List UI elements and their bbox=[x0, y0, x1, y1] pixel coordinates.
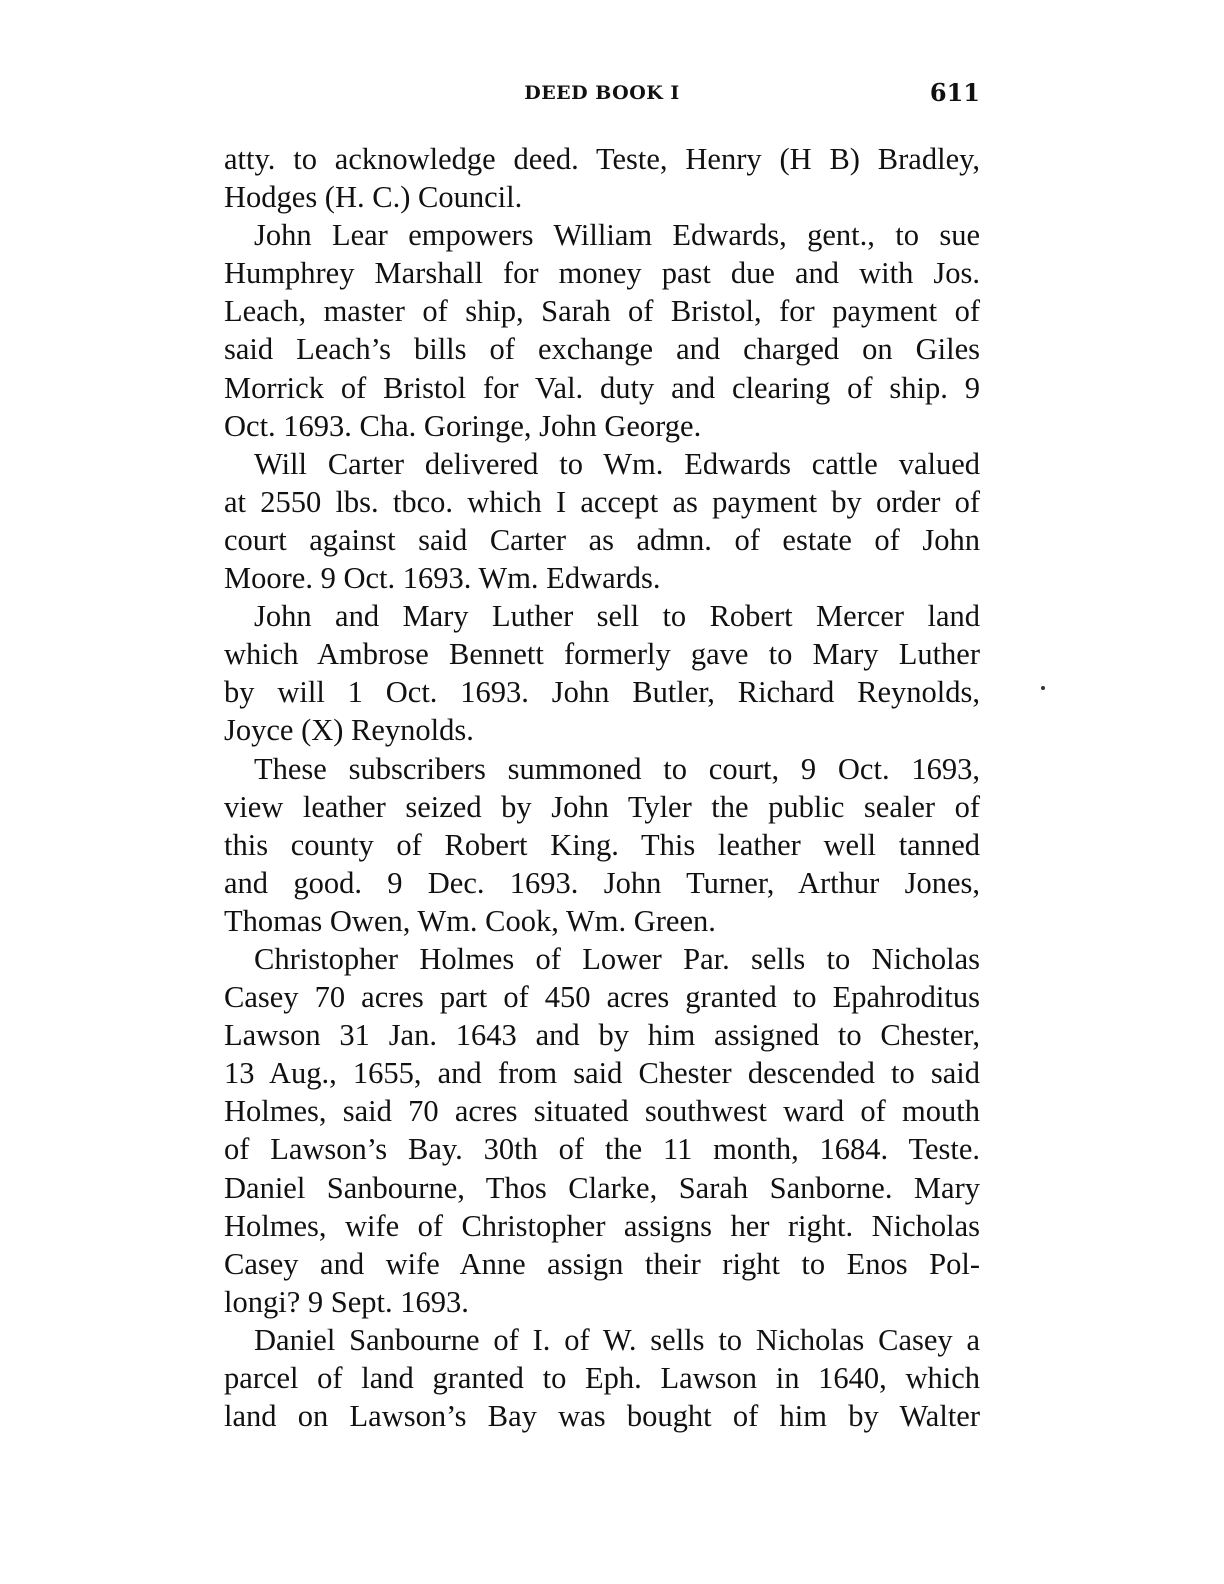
text-line: Morrick of Bristol for Val. duty and clearing of ship. 9 bbox=[224, 370, 980, 405]
text-line: at 2550 lbs. tbco. which I accept as payment by order of bbox=[224, 484, 980, 519]
paragraph bbox=[224, 216, 980, 445]
text-line: Holmes, wife of Christopher assigns her right. Nicholas bbox=[224, 1208, 980, 1243]
paragraph bbox=[224, 140, 980, 216]
text-line: Joyce (X) Reynolds. bbox=[224, 713, 474, 748]
text-line: and good. 9 Dec. 1693. John Turner, Arthur Jones, bbox=[224, 865, 980, 900]
scan-speck bbox=[1041, 686, 1045, 690]
text-line: parcel of land granted to Eph. Lawson in 1640, which bbox=[224, 1361, 980, 1395]
text-line: Hodges (H. C.) Council. bbox=[224, 180, 523, 215]
text-line: said Leach’s bills of exchange and charged on Giles bbox=[224, 332, 980, 367]
text-line: John and Mary Luther sell to Robert Mercer land bbox=[254, 599, 980, 634]
text-line: Moore. 9 Oct. 1693. Wm. Edwards. bbox=[224, 561, 661, 596]
text-line: of Lawson’s Bay. 30th of the 11 month, 1684. Teste. bbox=[224, 1132, 980, 1167]
text-line: John Lear empowers William Edwards, gent., to sue bbox=[254, 218, 980, 253]
text-line: Daniel Sanbourne of I. of W. sells to Nicholas Casey a bbox=[254, 1322, 980, 1357]
text-line: Humphrey Marshall for money past due and with Jos. bbox=[224, 256, 980, 291]
paragraph bbox=[224, 445, 980, 597]
running-title: DEED BOOK I bbox=[524, 82, 680, 104]
text-line: land on Lawson’s Bay was bought of him by Walter bbox=[224, 1399, 980, 1434]
text-line: longi? 9 Sept. 1693. bbox=[224, 1284, 469, 1319]
paragraph bbox=[224, 940, 980, 1321]
text-line: by will 1 Oct. 1693. John Butler, Richard Reynolds, bbox=[224, 675, 980, 710]
text-line: court against said Carter as admn. of estate of John bbox=[224, 522, 980, 557]
text-line: Casey 70 acres part of 450 acres granted to Epahroditus bbox=[224, 980, 980, 1015]
body-text bbox=[224, 140, 980, 1435]
text-line: Christopher Holmes of Lower Par. sells to Nicholas bbox=[254, 941, 980, 976]
text-line: Oct. 1693. Cha. Goringe, John George. bbox=[224, 408, 702, 443]
text-line: Lawson 31 Jan. 1643 and by him assigned to Chester, bbox=[224, 1018, 980, 1053]
text-line: this county of Robert King. This leather well tanned bbox=[224, 827, 980, 862]
text-line: Daniel Sanbourne, Thos Clarke, Sarah Sanborne. Mary bbox=[224, 1170, 980, 1205]
paragraph bbox=[224, 597, 980, 749]
text-line: 13 Aug., 1655, and from said Chester descended to said bbox=[224, 1056, 980, 1091]
paragraph bbox=[224, 1321, 980, 1435]
text-line: Will Carter delivered to Wm. Edwards cattle valued bbox=[254, 446, 980, 481]
text-line: view leather seized by John Tyler the public sealer of bbox=[224, 789, 980, 824]
text-line: Thomas Owen, Wm. Cook, Wm. Green. bbox=[224, 903, 716, 938]
text-line: Casey and wife Anne assign their right to Enos Pol- bbox=[224, 1246, 980, 1281]
paragraph bbox=[224, 750, 980, 940]
text-line: which Ambrose Bennett formerly gave to Mary Luther bbox=[224, 637, 980, 672]
text-line: Holmes, said 70 acres situated southwest ward of mouth bbox=[224, 1094, 980, 1129]
text-line: Leach, master of ship, Sarah of Bristol, for payment of bbox=[224, 294, 980, 329]
page-number: 611 bbox=[929, 78, 980, 107]
text-line: atty. to acknowledge deed. Teste, Henry (H B) Bradley, bbox=[224, 142, 980, 176]
page-header bbox=[224, 78, 980, 114]
text-line: These subscribers summoned to court, 9 Oct. 1693, bbox=[254, 751, 980, 786]
